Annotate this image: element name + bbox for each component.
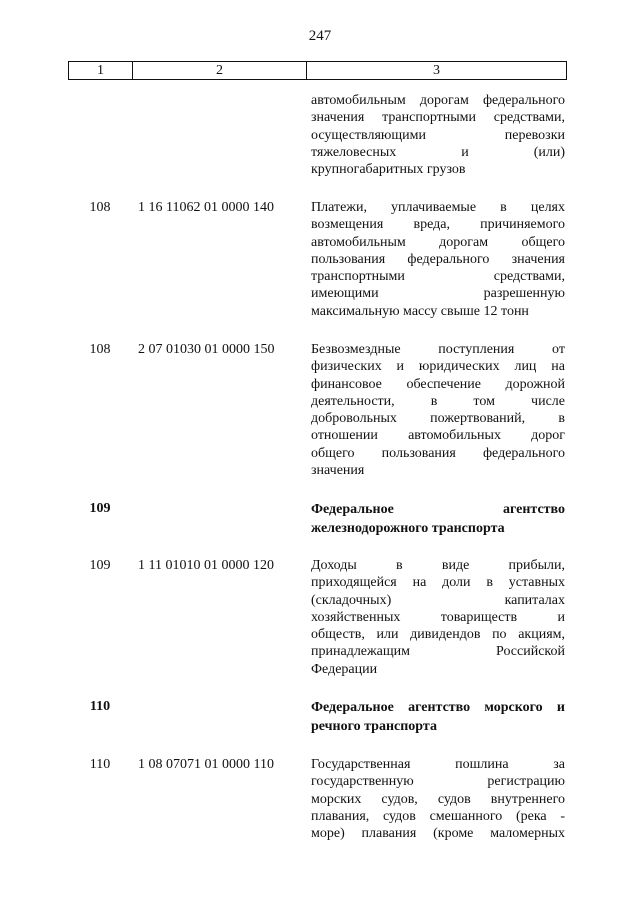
row-description-line: значения xyxy=(311,463,365,479)
row-description xyxy=(311,199,565,320)
row-description-line: транспортными средствами, xyxy=(311,269,565,285)
table-header-col-2: 2 xyxy=(133,62,307,79)
row-admin-code: 109 xyxy=(89,558,111,573)
row-description-line: хозяйственных товариществ и xyxy=(311,609,565,625)
row-description-line: значения транспортными средствами, xyxy=(311,110,565,126)
section-heading-text xyxy=(311,500,565,538)
row-admin-code: 108 xyxy=(89,200,111,215)
row-description-line: Федеральное агентство xyxy=(311,502,565,517)
row-description-line: финансовое обеспечение дорожной xyxy=(311,376,565,392)
row-description-line: обществ, или дивидендов по акциям, xyxy=(311,627,565,643)
row-description-line: добровольных пожертвований, в xyxy=(311,411,565,427)
row-description-line: Государственная пошлина за xyxy=(311,757,565,772)
row-kbk-code: 1 11 01010 01 0000 120 xyxy=(138,558,274,573)
row-description-line: речного транспорта xyxy=(311,719,437,734)
row-description-line: тяжеловесных и (или) xyxy=(311,144,565,160)
row-kbk-code: 1 08 07071 01 0000 110 xyxy=(138,757,274,772)
row-description-line: море) плавания (кроме маломерных xyxy=(311,826,565,842)
row-description-line: крупногабаритных грузов xyxy=(311,162,466,178)
row-description-line: принадлежащим Российской xyxy=(311,644,565,660)
row-description-line: государственную регистрацию xyxy=(311,774,565,790)
row-description-line: максимальную массу свыше 12 тонн xyxy=(311,303,529,319)
row-description-line: имеющими разрешенную xyxy=(311,286,565,302)
table-header-row xyxy=(68,61,567,80)
row-description-line: Федеральное агентство морского и xyxy=(311,700,565,715)
row-kbk-code: 1 16 11062 01 0000 140 xyxy=(138,200,274,215)
row-description-line: (складочных) капиталах xyxy=(311,592,565,608)
table-header-col-1: 1 xyxy=(69,62,133,79)
row-admin-code: 109 xyxy=(89,501,111,516)
row-admin-code: 110 xyxy=(89,757,111,772)
row-description xyxy=(311,756,565,842)
row-kbk-code: 2 07 01030 01 0000 150 xyxy=(138,342,275,357)
row-description-line: осуществляющими перевозки xyxy=(311,127,565,143)
row-description-line: плавания, судов смешанного (река - xyxy=(311,808,565,824)
row-description-line: Платежи, уплачиваемые в целях xyxy=(311,200,565,215)
section-heading-text xyxy=(311,698,565,736)
table-header-col-3: 3 xyxy=(433,63,440,78)
row-description-line: автомобильным дорогам общего xyxy=(311,234,565,250)
row-description-line: Безвозмездные поступления от xyxy=(311,342,565,357)
row-description-line: возмещения вреда, причиняемого xyxy=(311,217,565,233)
row-description-line: морских судов, судов внутреннего xyxy=(311,791,565,807)
row-admin-code: 108 xyxy=(89,342,111,357)
row-description-line: приходящейся на доли в уставных xyxy=(311,575,565,591)
row-description-line: Доходы в виде прибыли, xyxy=(311,558,565,573)
row-description xyxy=(311,557,565,678)
row-description-line: общего пользования федерального xyxy=(311,445,565,461)
row-description xyxy=(311,341,565,479)
row-description-line: пользования федерального значения xyxy=(311,251,565,267)
row-description xyxy=(311,92,565,178)
row-description-line: Федерации xyxy=(311,661,378,677)
row-description-line: физических и юридических лиц на xyxy=(311,359,565,375)
page-number: 247 xyxy=(308,28,332,44)
row-admin-code: 110 xyxy=(89,699,111,714)
row-description-line: деятельности, в том числе xyxy=(311,393,565,409)
row-description-line: отношении автомобильных дорог xyxy=(311,428,565,444)
row-description-line: автомобильным дорогам федерального xyxy=(311,93,565,108)
row-description-line: железнодорожного транспорта xyxy=(311,521,505,536)
